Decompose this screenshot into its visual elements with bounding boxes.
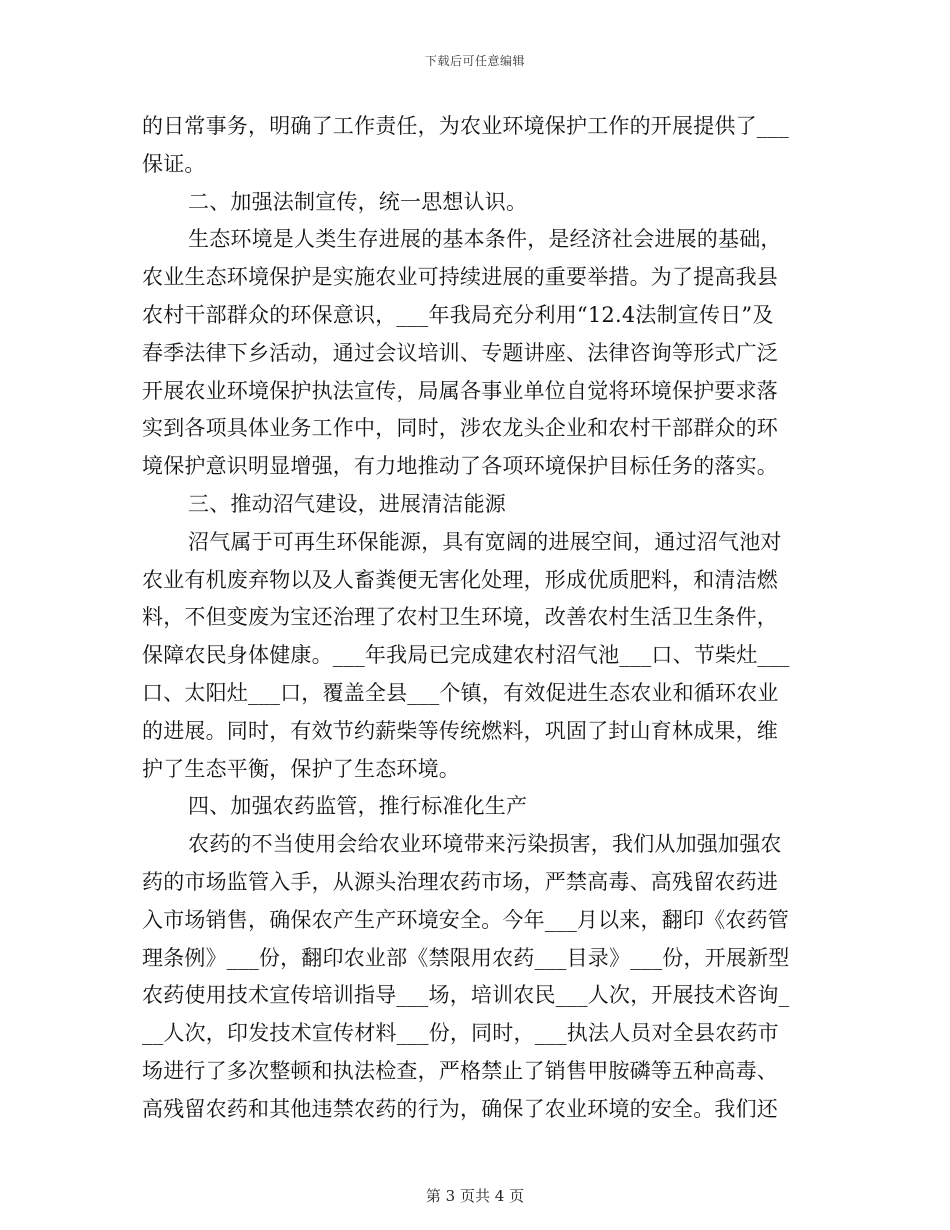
text-line: 药的市场监管入手，从源头治理农药市场，严禁高毒、高残留农药进 — [142, 869, 778, 894]
text-line: 开展农业环境保护执法宣传，局属各事业单位自觉将环境保护要求落 — [142, 378, 778, 403]
text-line: 农业生态环境保护是实施农业可持续进展的重要举措。为了提高我县 — [142, 265, 778, 290]
text-line: 春季法律下乡活动，通过会议培训、专题讲座、法律咨询等形式广泛 — [142, 340, 778, 365]
text-line: 高残留农药和其他违禁农药的行为，确保了农业环境的安全。我们还 — [142, 1096, 778, 1121]
text-line: 沼气属于可再生环保能源，具有宽阔的进展空间，通过沼气池对 — [188, 529, 782, 554]
text-line: 保障农民身体健康。___年我局已完成建农村沼气池___口、节柴灶___ — [142, 643, 790, 668]
text-line: 生态环境是人类生存进展的基本条件，是经济社会进展的基础， — [188, 227, 782, 252]
text-line: 护了生态平衡，保护了生态环境。 — [142, 756, 460, 781]
page-header: 下载后可任意编辑 — [424, 54, 525, 68]
text-line: 保证。 — [142, 151, 206, 176]
text-line: 境保护意识明显增强，有力地推动了各项环境保护目标任务的落实。 — [142, 454, 778, 479]
text-line: 口、太阳灶___口，覆盖全县___个镇，有效促进生态农业和循环农业 — [142, 680, 779, 705]
page-footer: 第 3 页共 4 页 — [425, 1187, 525, 1205]
text-line: 理条例》___份，翻印农业部《禁限用农药___目录》___份，开展新型 — [142, 945, 790, 970]
text-line: 入市场销售，确保农产生产环境安全。今年___月以来，翻印《农药管 — [142, 907, 789, 932]
text-line: 四、加强农药监管，推行标准化生产 — [188, 794, 528, 819]
text-line: 三、推动沼气建设，进展清洁能源 — [188, 491, 506, 516]
text-line: 的进展。同时，有效节约薪柴等传统燃料，巩固了封山育林成果，维 — [142, 718, 778, 743]
text-line: 农药的不当使用会给农业环境带来污染损害，我们从加强加强农 — [188, 832, 782, 857]
document-body — [142, 108, 810, 1129]
text-line: 实到各项具体业务工作中，同时，涉农龙头企业和农村干部群众的环 — [142, 416, 778, 441]
text-line: 农村干部群众的环保意识，___年我局充分利用“12.4法制宣传日”及 — [142, 302, 774, 327]
text-line: 农药使用技术宣传培训指导___场，培训农民___人次，开展技术咨询_ — [142, 983, 790, 1008]
text-line: 农业有机废弃物以及人畜粪便无害化处理，形成优质肥料，和清洁燃 — [142, 567, 778, 592]
text-line: __人次，印发技术宣传材料___份，同时，___执法人员对全县农药市 — [142, 1021, 779, 1046]
text-line: 的日常事务，明确了工作责任，为农业环境保护工作的开展提供了___ — [142, 114, 789, 138]
text-line: 二、加强法制宣传，统一思想认识。 — [188, 189, 528, 214]
text-line: 场进行了多次整顿和执法检查，严格禁止了销售甲胺磷等五种高毒、 — [142, 1058, 778, 1083]
text-line: 料，不但变废为宝还治理了农村卫生环境，改善农村生活卫生条件， — [142, 605, 778, 630]
